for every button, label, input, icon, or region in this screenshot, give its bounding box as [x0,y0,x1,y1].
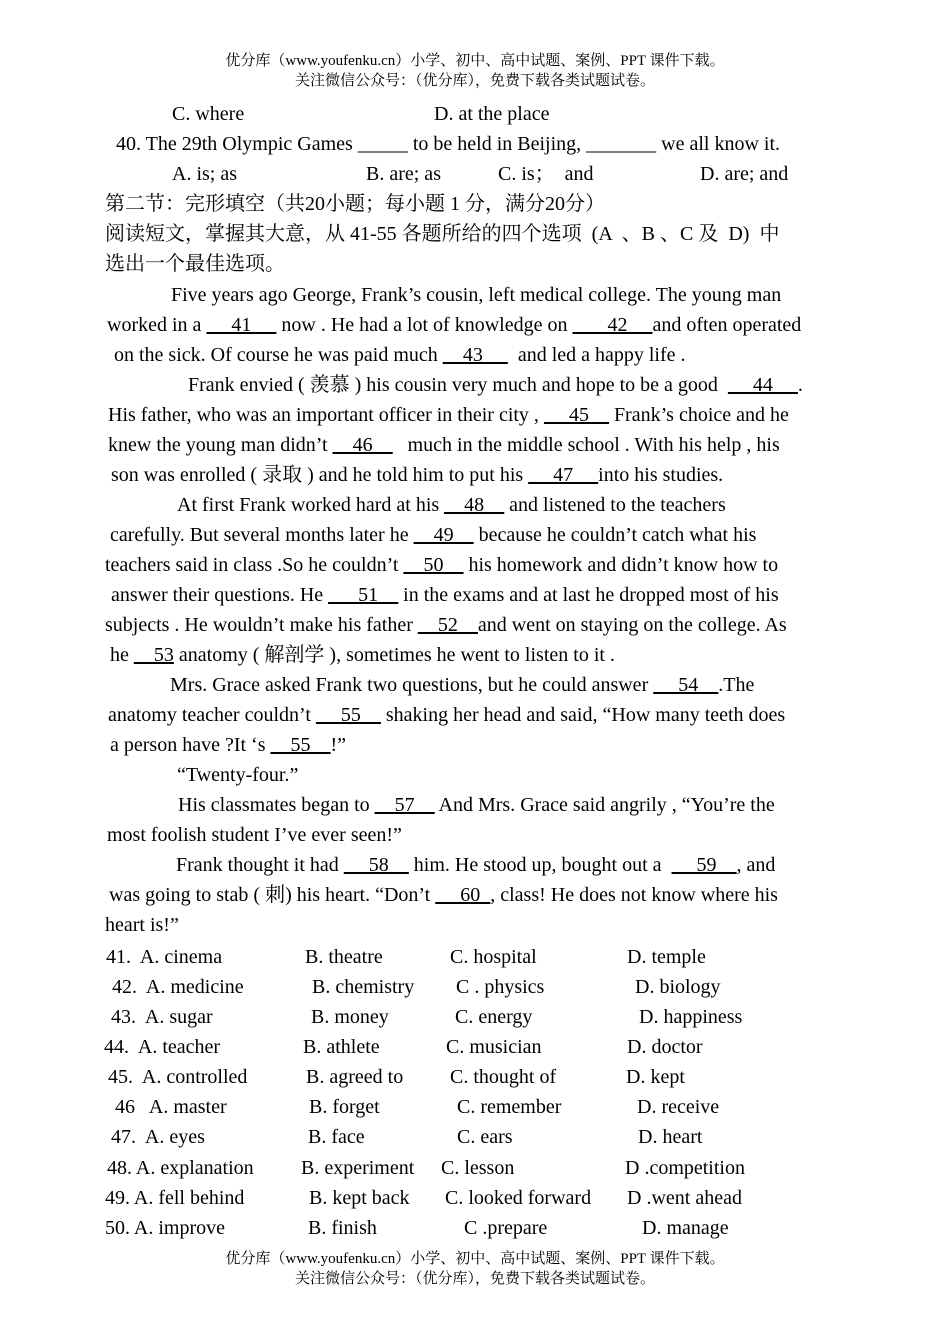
blank-57: __57__ [374,794,435,816]
text: and led a happy life . [507,344,686,366]
footer-line-2: 关注微信公众号：（优分库），免费下载各类试题试卷。 [294,1271,655,1287]
q39-option-c: C. where [172,103,245,125]
blank-43: __43__ [442,344,508,366]
q48-c: C. lesson [441,1157,515,1179]
blank-58: __58__ [343,854,409,876]
q45-c: C. thought of [450,1066,557,1088]
q45-a: 45. A. controlled [108,1066,248,1088]
q40-option-b: B. are; as [366,163,441,185]
q42-d: D. biology [635,976,721,998]
q44-b: B. athlete [303,1036,380,1058]
q39-option-d: D. at the place [434,103,550,125]
text: answer their questions. He [111,584,329,606]
text: most foolish student I’ve ever seen!” [107,824,402,846]
text: Five years ago George, Frank’s cousin, left medical college. The young man [171,284,782,306]
footer-line-1: 优分库（www.youfenku.cn）小学、初中、高中试题、案例、PPT 课件下载。 [225,1251,725,1267]
q46-c: C. remember [457,1096,562,1118]
passage-line-04 [188,373,803,397]
q50-b: B. finish [308,1217,377,1239]
passage-line-15 [108,703,785,727]
text: Frank thought it had [176,854,344,876]
text: because he couldn’t catch what his [473,524,757,546]
q47-a: 47. A. eyes [111,1126,205,1148]
text: son was enrolled ( 录取 ) and he told him to put his [111,464,529,486]
q40-stem-a: 40. The 29th Olympic Games [116,133,358,155]
text: and often operated [652,314,802,336]
text: “Twenty-four.” [177,764,299,786]
text: Mrs. Grace asked Frank two questions, but he could answer [170,674,654,696]
passage-line-05 [108,403,789,427]
q44-c: C. musician [446,1036,542,1058]
q50-a: 50. A. improve [105,1217,225,1239]
passage-line-13 [110,643,615,667]
q40-stem-b: to be held in Beijing, [407,133,587,155]
text: anatomy ( 解剖学 ), sometimes he went to listen to it . [173,644,615,666]
q42-c: C . physics [456,976,545,998]
text: carefully. But several months later he [110,524,414,546]
q40-stem [116,132,780,156]
q47-c: C. ears [457,1126,513,1148]
passage-line-08 [177,493,726,517]
text: His classmates began to [178,794,375,816]
text: Frank’s choice and he [608,404,789,426]
q43-d: D. happiness [639,1006,743,1028]
section-instructions-1: 阅读短文，掌握其大意，从 41-55 各题所给的四个选项 (A 、B 、C 及 D) 中 [105,223,780,245]
passage-line-02 [107,313,801,337]
passage-line-06 [108,433,780,457]
blank-52: __52__ [417,614,478,636]
text: heart is!” [105,914,179,936]
text: , class! He does not know where his [490,884,778,906]
text: and listened to the teachers [504,494,726,516]
q41-d: D. temple [627,946,706,968]
q48-d: D .competition [625,1157,745,1179]
q40-stem-c: we all know it. [656,133,781,155]
text: subjects . He wouldn’t make his father [105,614,418,636]
q43-c: C. energy [455,1006,533,1028]
blank-41: __41__ [206,314,277,336]
text: !” [330,734,347,756]
text: worked in a [107,314,207,336]
blank-45: __45__ [543,404,609,426]
q40-blank-2: _______ [586,133,657,155]
section-instructions-2: 选出一个最佳选项。 [105,253,285,275]
q50-d: D. manage [642,1217,729,1239]
passage-line-03 [114,343,686,367]
q40-option-a: A. is; as [172,163,237,185]
text: and went on staying on the college. As [477,614,787,636]
header-line-1: 优分库（www.youfenku.cn）小学、初中、高中试题、案例、PPT 课件下载。 [225,53,725,69]
q42-a: 42. A. medicine [112,976,244,998]
q43-a: 43. A. sugar [111,1006,213,1028]
text: into his studies. [598,464,724,486]
blank-47: __47__ [528,464,599,486]
blank-59: __59__ [671,854,737,876]
text: much in the middle school . With his help , his [392,434,780,456]
text: his homework and didn’t know how to [463,554,779,576]
text: At first Frank worked hard at his [177,494,445,516]
blank-51: ___51__ [328,584,399,606]
text: .The [718,674,755,696]
q41-a: 41. A. cinema [106,946,223,968]
q49-d: D .went ahead [627,1187,742,1209]
header-line-2: 关注微信公众号：（优分库），免费下载各类试题试卷。 [294,73,655,89]
passage-line-11 [111,583,779,607]
text: on the sick. Of course he was paid much [114,344,443,366]
passage-line-07 [111,463,723,487]
q42-b: B. chemistry [312,976,415,998]
text: him. He stood up, bought out a [408,854,672,876]
passage-line-18 [178,793,775,817]
passage-line-14 [170,673,754,697]
section-title: 第二节：完形填空（共20小题；每小题 1 分，满分20分） [105,193,605,215]
text: now . He had a lot of knowledge on [276,314,573,336]
text: anatomy teacher couldn’t [108,704,316,726]
blank-60: __60_ [435,884,491,906]
passage-line-12 [105,613,787,637]
q46-a: 46 A. master [115,1096,227,1118]
q44-a: 44. A. teacher [104,1036,221,1058]
text: knew the young man didn’t [108,434,333,456]
passage-line-10 [105,553,778,577]
blank-48: __48__ [444,494,505,516]
blank-42: ___42__ [572,314,653,336]
passage-line-09 [110,523,756,547]
q40-option-d: D. are; and [700,163,789,185]
q41-b: B. theatre [305,946,383,968]
text: His father, who was an important officer in their city , [108,404,544,426]
blank-44: __44__ [727,374,798,396]
q49-c: C. looked forward [445,1187,592,1209]
text: teachers said in class .So he couldn’t [105,554,404,576]
blank-55: __55__ [315,704,381,726]
q46-d: D. receive [637,1096,720,1118]
q40-option-c: C. is； and [498,163,594,185]
text: was going to stab ( 刺) his heart. “Don’t [109,884,436,906]
q49-b: B. kept back [309,1187,410,1209]
passage-line-21 [109,883,778,907]
text: Frank envied ( 羡慕 ) his cousin very much and hope to be a good [188,374,728,396]
q50-c: C .prepare [464,1217,548,1239]
text: And Mrs. Grace said angrily , “You’re the [434,794,775,816]
blank-53: __53 [133,644,174,666]
passage-line-19 [107,823,402,847]
q46-b: B. forget [309,1096,380,1118]
blank-46: __46__ [332,434,393,456]
blank-49: __49__ [413,524,474,546]
text: , and [736,854,776,876]
passage-line-22 [105,913,179,937]
q47-b: B. face [308,1126,365,1148]
q45-b: B. agreed to [306,1066,404,1088]
text: a person have ?It ‘s [110,734,271,756]
passage-line-17 [177,763,298,787]
text: shaking her head and said, “How many teeth does [380,704,786,726]
q45-d: D. kept [626,1066,685,1088]
text: in the exams and at last he dropped most of his [398,584,779,606]
blank-56: __55__ [270,734,331,756]
blank-54: __54__ [653,674,719,696]
passage-line-20 [176,853,775,877]
text: he [110,644,134,666]
q48-a: 48. A. explanation [107,1157,254,1179]
q40-blank-1: _____ [357,133,408,155]
q44-d: D. doctor [627,1036,703,1058]
passage-line-16 [110,733,346,757]
q41-c: C. hospital [450,946,537,968]
passage-line-01 [171,283,781,307]
q43-b: B. money [311,1006,389,1028]
text: . [797,374,803,396]
q48-b: B. experiment [301,1157,415,1179]
blank-50: __50__ [403,554,464,576]
q49-a: 49. A. fell behind [105,1187,245,1209]
q47-d: D. heart [638,1126,703,1148]
